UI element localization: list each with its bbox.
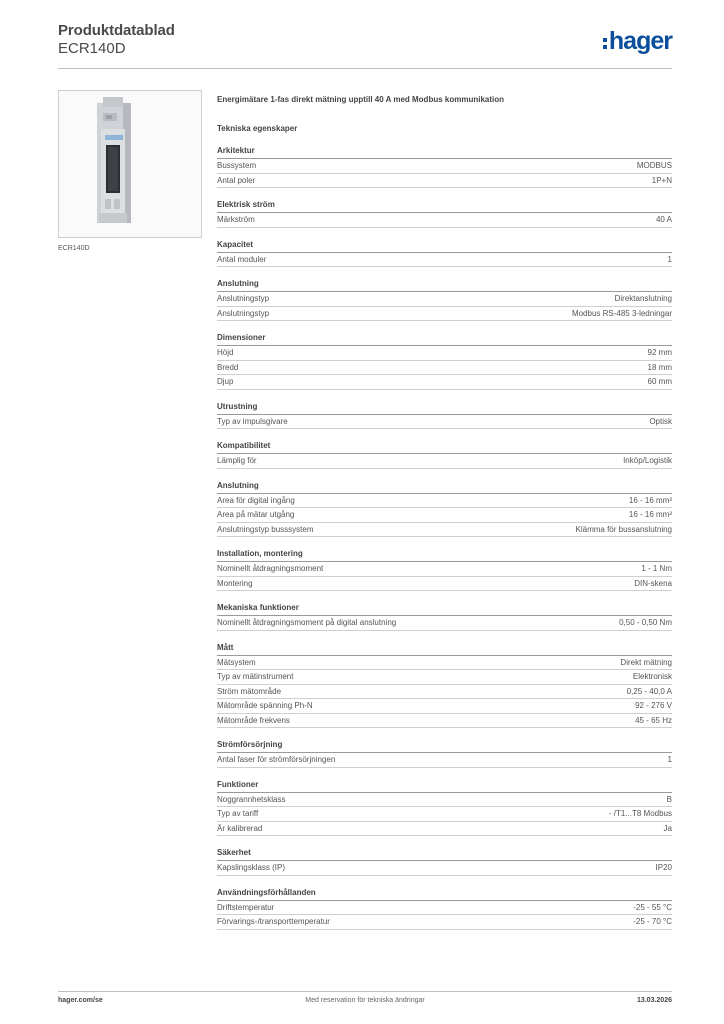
- spec-row: [217, 159, 672, 174]
- hager-logo: [603, 27, 672, 55]
- spec-label: Förvarings-/transporttemperatur: [217, 917, 330, 926]
- product-caption: ECR140D: [58, 245, 90, 252]
- section-title: Arkitektur: [217, 145, 672, 159]
- spec-value: DIN-skena: [634, 578, 672, 588]
- section-title: Funktioner: [217, 779, 672, 793]
- section-title: Användningsförhållanden: [217, 887, 672, 901]
- spec-value: IP20: [655, 863, 672, 872]
- spec-label: Märkström: [217, 215, 255, 224]
- section-title: Strömförsörjning: [217, 739, 672, 753]
- section-title: Anslutning: [217, 278, 672, 292]
- spec-value: 45 - 65 Hz: [635, 715, 672, 725]
- spec-row: [217, 577, 672, 592]
- spec-row: [217, 656, 672, 671]
- spec-label: Mätsystem: [217, 657, 256, 667]
- spec-row: [217, 714, 672, 729]
- spec-label: Är kalibrerad: [217, 823, 263, 833]
- spec-row: [217, 375, 672, 390]
- spec-value: Direktanslutning: [614, 294, 672, 303]
- spec-row: [217, 861, 672, 876]
- spec-section: [217, 332, 672, 390]
- section-title: Elektrisk ström: [217, 199, 672, 213]
- spec-row: [217, 253, 672, 268]
- spec-label: Antal poler: [217, 175, 256, 185]
- spec-label: Mätområde spänning Ph-N: [217, 701, 313, 710]
- spec-value: B: [666, 794, 672, 804]
- spec-value: 1: [667, 254, 672, 264]
- spec-row: [217, 454, 672, 469]
- spec-value: -25 - 55 °C: [633, 902, 672, 912]
- spec-value: 16 - 16 mm²: [628, 510, 672, 519]
- spec-row: [217, 562, 672, 577]
- spec-value: Elektronisk: [632, 672, 672, 681]
- spec-value: MODBUS: [636, 161, 672, 170]
- spec-content: [217, 95, 672, 941]
- spec-value: Modbus RS-485 3-ledningar: [571, 308, 672, 318]
- spec-sections: [217, 145, 672, 930]
- spec-row: [217, 523, 672, 538]
- spec-row: [217, 508, 672, 523]
- spec-section: [217, 779, 672, 837]
- spec-value: Inköp/Logistik: [623, 456, 672, 465]
- spec-row: [217, 699, 672, 714]
- product-image: [58, 90, 202, 238]
- tech-heading: Tekniska egenskaper: [217, 124, 298, 133]
- spec-label: Area på mätar utgång: [217, 510, 295, 519]
- spec-value: 1: [667, 755, 672, 764]
- spec-row: [217, 292, 672, 307]
- spec-label: Antal moduler: [217, 254, 267, 264]
- spec-label: Antal faser för strömförsörjningen: [217, 755, 336, 764]
- spec-label: Driftstemperatur: [217, 902, 275, 912]
- spec-value: 40 A: [655, 215, 672, 224]
- header-divider: [58, 68, 672, 69]
- section-title: Utrustning: [217, 401, 672, 415]
- spec-value: -25 - 70 °C: [633, 917, 672, 926]
- section-title: Mekaniska funktioner: [217, 602, 672, 616]
- spec-section: [217, 440, 672, 469]
- spec-value: 18 mm: [647, 362, 672, 372]
- product-description: Energimätare 1-fas direkt mätning upptill 40 A med Modbus kommunikation: [217, 95, 505, 104]
- spec-label: Montering: [217, 578, 253, 588]
- spec-section: [217, 480, 672, 538]
- spec-label: Mätområde frekvens: [217, 715, 290, 725]
- section-title: Kompatibilitet: [217, 440, 672, 454]
- spec-label: Anslutningstyp: [217, 294, 270, 303]
- footer-date: 13.03.2026: [636, 997, 672, 1004]
- spec-label: Höjd: [217, 348, 234, 357]
- spec-label: Anslutningstyp: [217, 308, 270, 318]
- spec-value: Ja: [663, 823, 672, 833]
- section-title: Anslutning: [217, 480, 672, 494]
- spec-value: 0,25 - 40,0 A: [626, 686, 672, 696]
- spec-label: Typ av tariff: [217, 809, 259, 818]
- spec-row: [217, 753, 672, 768]
- spec-section: [217, 887, 672, 930]
- spec-row: [217, 361, 672, 376]
- spec-section: [217, 239, 672, 268]
- product-code: ECR140D: [58, 40, 126, 57]
- spec-row: [217, 213, 672, 228]
- spec-row: [217, 346, 672, 361]
- spec-row: [217, 807, 672, 822]
- footer-disclaimer: Med reservation för tekniska ändringar: [305, 997, 425, 1004]
- spec-section: [217, 602, 672, 631]
- spec-section: [217, 401, 672, 430]
- page-title: Produktdatablad: [58, 22, 175, 39]
- spec-label: Bredd: [217, 362, 239, 372]
- spec-label: Ström mätområde: [217, 686, 282, 696]
- spec-label: Typ av mätinstrument: [217, 672, 294, 681]
- spec-label: Kapslingsklass (IP): [217, 863, 286, 872]
- section-title: Mått: [217, 642, 672, 656]
- spec-row: [217, 915, 672, 930]
- spec-row: [217, 415, 672, 430]
- section-title: Säkerhet: [217, 847, 672, 861]
- spec-label: Area för digital ingång: [217, 495, 295, 505]
- logo-text: hager: [608, 27, 672, 55]
- spec-label: Djup: [217, 377, 234, 386]
- spec-label: Noggrannhetsklass: [217, 794, 286, 804]
- energy-meter-icon: [59, 91, 201, 237]
- spec-value: Klämma för bussanslutning: [575, 524, 672, 534]
- spec-row: [217, 901, 672, 916]
- spec-section: [217, 145, 672, 188]
- spec-row: [217, 685, 672, 700]
- spec-row: [217, 616, 672, 631]
- spec-row: [217, 174, 672, 189]
- spec-label: Typ av impulsgivare: [217, 416, 288, 426]
- spec-value: - /T1...T8 Modbus: [608, 809, 672, 818]
- footer-website: hager.com/se: [58, 997, 103, 1004]
- spec-value: Direkt mätning: [620, 657, 672, 667]
- spec-section: [217, 739, 672, 768]
- spec-value: 0,50 - 0,50 Nm: [619, 618, 672, 627]
- section-title: Installation, montering: [217, 548, 672, 562]
- spec-label: Bussystem: [217, 161, 257, 170]
- spec-label: Nominellt åtdragningsmoment på digital anslutning: [217, 618, 397, 627]
- spec-row: [217, 670, 672, 685]
- spec-value: Optisk: [649, 416, 672, 426]
- spec-section: [217, 548, 672, 591]
- page-header: [58, 22, 672, 70]
- logo-dots-icon: [603, 38, 607, 49]
- spec-value: 92 - 276 V: [635, 701, 672, 710]
- section-title: Kapacitet: [217, 239, 672, 253]
- spec-section: [217, 278, 672, 321]
- spec-row: [217, 307, 672, 322]
- spec-section: [217, 642, 672, 729]
- spec-value: 92 mm: [647, 348, 672, 357]
- spec-section: [217, 199, 672, 228]
- spec-row: [217, 494, 672, 509]
- spec-label: Anslutningstyp busssystem: [217, 524, 314, 534]
- spec-value: 60 mm: [647, 377, 672, 386]
- spec-row: [217, 822, 672, 837]
- section-title: Dimensioner: [217, 332, 672, 346]
- spec-label: Nominellt åtdragningsmoment: [217, 564, 324, 573]
- footer-divider: [58, 991, 672, 992]
- spec-label: Lämplig för: [217, 456, 257, 465]
- spec-value: 1P+N: [651, 175, 672, 185]
- spec-row: [217, 793, 672, 808]
- spec-value: 1 - 1 Nm: [641, 564, 672, 573]
- spec-value: 16 - 16 mm²: [628, 495, 672, 505]
- spec-section: [217, 847, 672, 876]
